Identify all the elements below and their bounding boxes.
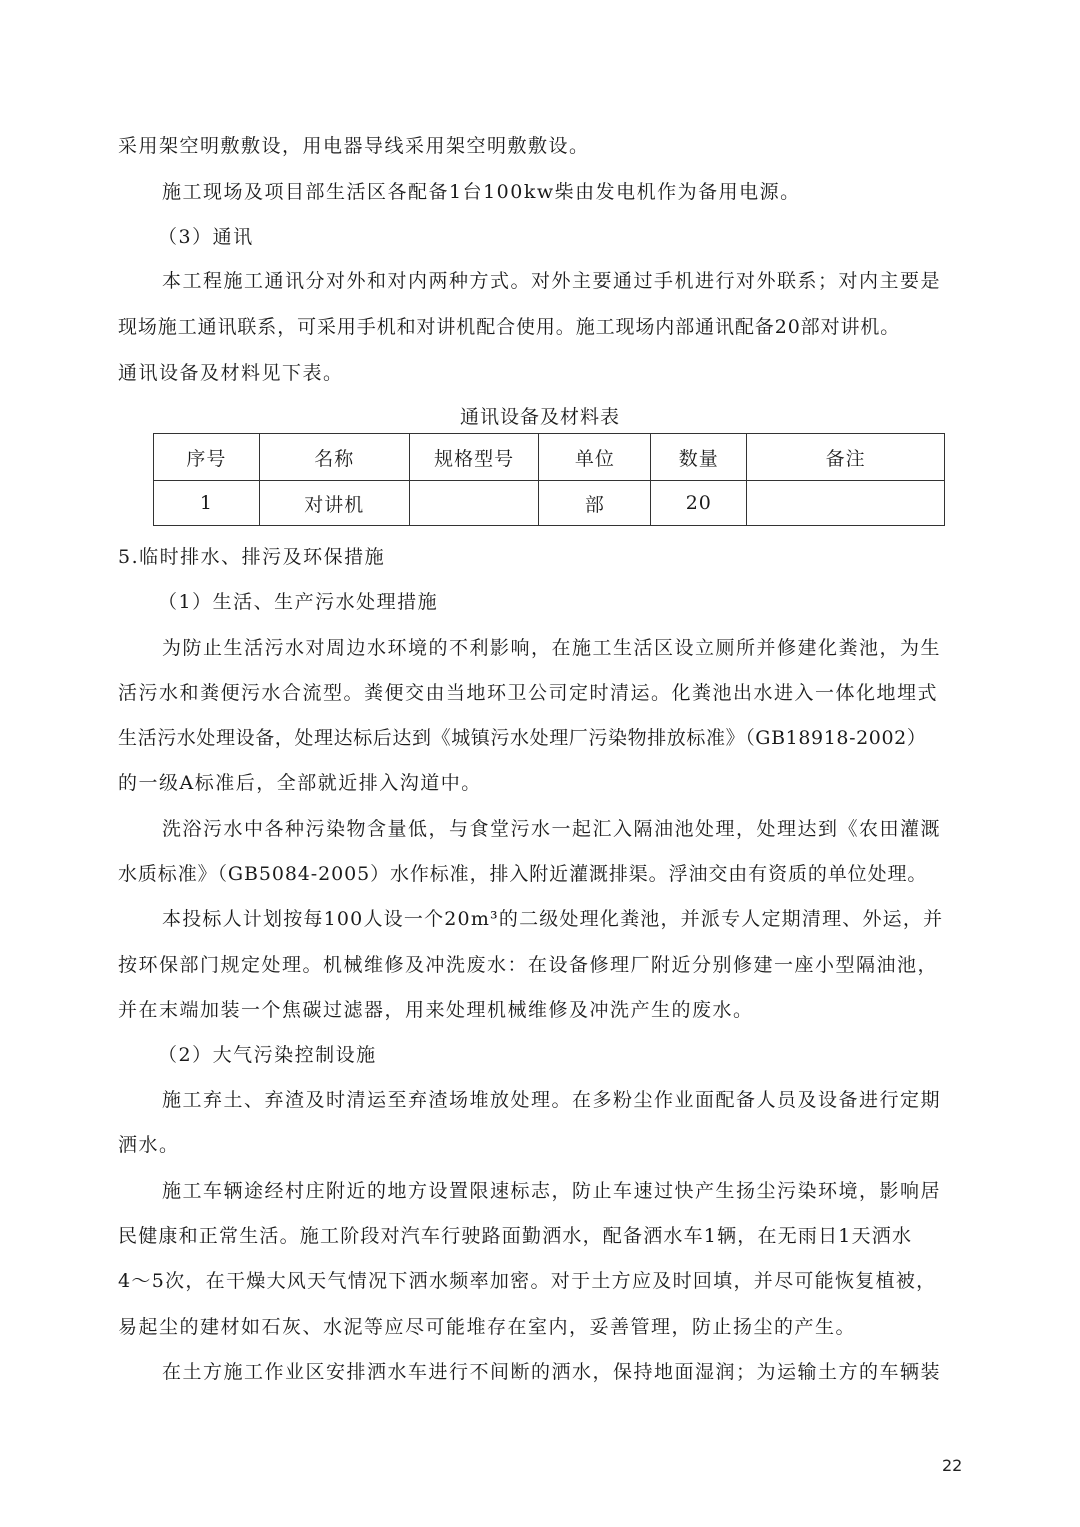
- section-heading: （3）通讯: [158, 226, 254, 248]
- text-line: 施工车辆途经村庄附近的地方设置限速标志，防止车速过快产生扬尘污染环境，影响居: [162, 1180, 942, 1202]
- text-line: 施工现场及项目部生活区各配备1台100kw柴由发电机作为备用电源。: [162, 181, 801, 203]
- text-line: 民健康和正常生活。施工阶段对汽车行驶路面勤洒水，配备洒水车1辆，在无雨日1天洒水: [118, 1225, 913, 1247]
- text-line: 为防止生活污水对周边水环境的不利影响，在施工生活区设立厕所并修建化粪池，为生: [162, 637, 942, 659]
- table-cell: 部: [539, 481, 651, 526]
- text-line: 活污水和粪便污水合流型。粪便交由当地环卫公司定时清运。化粪池出水进入一体化地埋式: [118, 682, 939, 704]
- text-line: 易起尘的建材如石灰、水泥等应尽可能堆存在室内，妥善管理，防止扬尘的产生。: [118, 1316, 857, 1338]
- text-line: 水质标准》（GB5084-2005）水作标准，排入附近灌溉排渠。浮油交由有资质的单位处理。: [118, 863, 928, 885]
- text-line: 在土方施工作业区安排洒水车进行不间断的洒水，保持地面湿润；为运输土方的车辆装: [162, 1361, 942, 1383]
- table-caption: 通讯设备及材料表: [459, 406, 620, 428]
- header-cell-index: 序号: [154, 434, 260, 481]
- text-line: 4～5次，在干燥大风天气情况下洒水频率加密。对于土方应及时回填，并尽可能恢复植被，: [118, 1270, 937, 1292]
- text-line: 施工弃土、弃渣及时清运至弃渣场堆放处理。在多粉尘作业面配备人员及设备进行定期: [162, 1089, 942, 1111]
- header-cell-name: 名称: [259, 434, 409, 481]
- text-line: 现场施工通讯联系，可采用手机和对讲机配合使用。施工现场内部通讯配备20部对讲机。: [118, 316, 901, 338]
- table-cell: [747, 481, 945, 526]
- text-line: 洗浴污水中各种污染物含量低，与食堂污水一起汇入隔油池处理，处理达到《农田灌溉: [162, 818, 942, 840]
- table-header-row: [154, 434, 945, 481]
- section-heading: （1）生活、生产污水处理措施: [158, 591, 439, 613]
- text-line: 并在末端加装一个焦碳过滤器，用来处理机械维修及冲洗产生的废水。: [118, 999, 754, 1021]
- table-cell: 1: [154, 481, 260, 526]
- page-number: 22: [942, 1456, 963, 1475]
- table-cell: 对讲机: [259, 481, 409, 526]
- text-line: 本工程施工通讯分对外和对内两种方式。对外主要通过手机进行对外联系；对内主要是: [162, 270, 942, 292]
- header-cell-remarks: 备注: [747, 434, 945, 481]
- text-line: 按环保部门规定处理。机械维修及冲洗废水：在设备修理厂附近分别修建一座小型隔油池，: [118, 954, 939, 976]
- table-row: [154, 481, 945, 526]
- text-line: 生活污水处理设备，处理达标后达到《城镇污水处理厂污染物排放标准》（GB18918-2002）: [118, 727, 927, 749]
- equipment-table: [153, 433, 945, 526]
- section-heading: （2）大气污染控制设施: [158, 1044, 377, 1066]
- text-line: 的一级A标准后，全部就近排入沟道中。: [118, 772, 482, 794]
- text-line: 洒水。: [118, 1134, 180, 1156]
- header-cell-quantity: 数量: [651, 434, 747, 481]
- header-cell-spec: 规格型号: [409, 434, 539, 481]
- text-line: 本投标人计划按每100人设一个20m³的二级处理化粪池，并派专人定期清理、外运，并: [162, 908, 944, 930]
- text-line: 采用架空明敷敷设，用电器导线采用架空明敷敷设。: [118, 135, 590, 157]
- header-cell-unit: 单位: [539, 434, 651, 481]
- section-heading: 5.临时排水、排污及环保措施: [118, 546, 386, 568]
- text-line: 通讯设备及材料见下表。: [118, 362, 344, 384]
- table-cell: [409, 481, 539, 526]
- table-cell: 20: [651, 481, 747, 526]
